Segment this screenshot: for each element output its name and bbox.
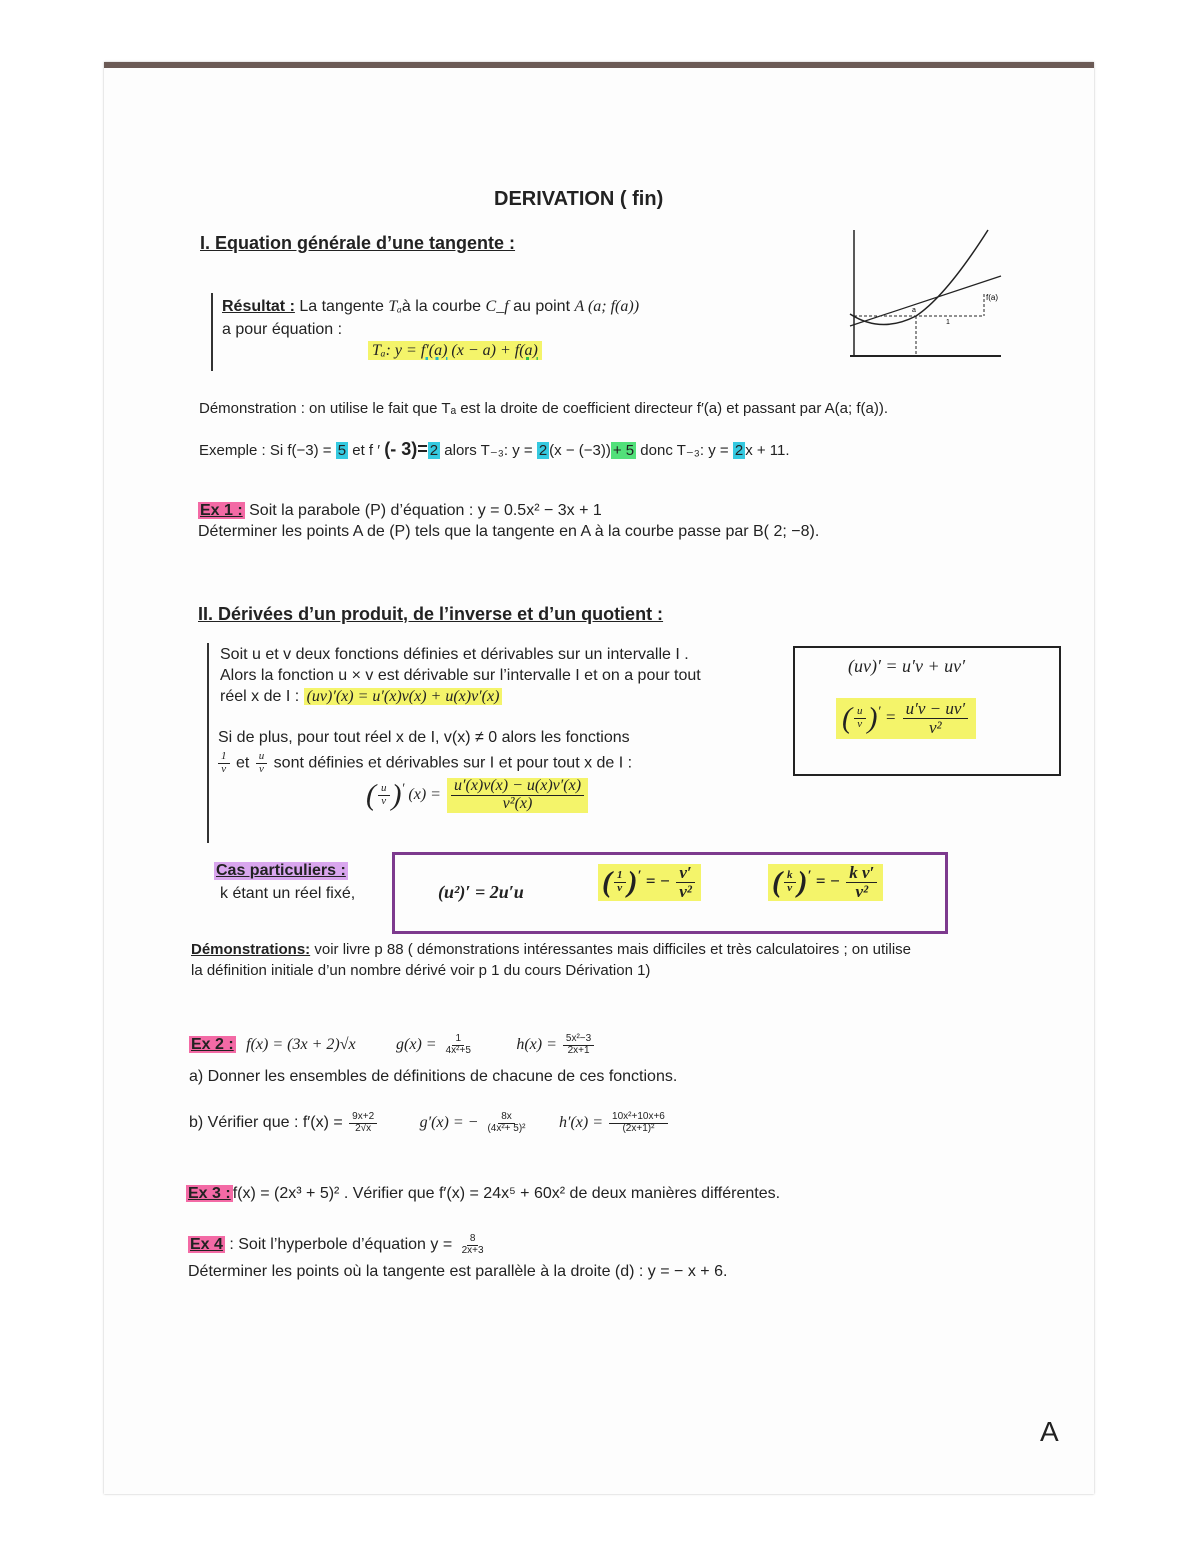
ex1-line-2: Déterminer les points A de (P) tels que la tangente en A à la courbe passe par B( 2; −8). xyxy=(198,523,820,540)
corner-mark: A xyxy=(1040,1416,1059,1447)
demonstrations-line-1: Démonstrations: voir livre p 88 ( démonstrations intéressantes mais difficiles et très calculatoires ; on utilise xyxy=(191,941,912,958)
section-1-heading: I. Equation générale d’une tangente : xyxy=(200,233,516,253)
demonstrations-line-2: la définition initiale d’un nombre dérivé voir p 1 du cours Dérivation 1) xyxy=(191,962,651,979)
ex1-line-1: Ex 1 : Soit la parabole (P) d’équation : y = 0.5x² − 3x + 1 xyxy=(200,502,602,519)
k-over-v-rule: ( $\frac{k}{v}$ )′ = − $\frac{\text{k v′}}{\text{v²}}$ xyxy=(768,864,883,901)
theorem-line-3: réel x de I : (uv)′(x) = u′(x)v(x) + u(x)v′(x) xyxy=(220,688,502,706)
theorem-bar xyxy=(207,643,209,843)
theorem-line-5: $\frac{1}{v}$ et $\frac{u}{v}$ sont définies et dérivables sur I et pour tout x de I : xyxy=(216,751,632,775)
section-2-heading: II. Dérivées d’un produit, de l’inverse et d’un quotient : xyxy=(198,604,664,624)
graph-a-label: a xyxy=(912,307,916,314)
quotient-rule-box: ( $\frac{u}{v}$ )′ = $\frac{u'v - uv'}{\text{v²}}$ xyxy=(836,698,976,739)
tangent-equation: Tₐ: y = f′(a) (x − a) + f(a) xyxy=(368,342,542,360)
ex3-line: Ex 3 : f(x) = (2x³ + 5)² . Vérifier que f′(x) = 24x⁵ + 60x² de deux manières différentes. xyxy=(188,1185,781,1202)
theorem-line-2: Alors la fonction u × v est dérivable sur l’intervalle I et on a pour tout xyxy=(220,667,701,684)
example-line: Exemple : Si f(−3) = 5 et f ′ (- 3)= 2 alors T₋₃: y = 2 (x − (−3)) + 5 donc T₋₃: y = 2 x + 11. xyxy=(199,439,790,459)
demonstration-line: Démonstration : on utilise le fait que Tₐ est la droite de coefficient directeur f′(a) et passant par A(a; f(a)). xyxy=(199,400,889,417)
product-rule: (uv)′ = u′v + uv′ xyxy=(848,656,966,676)
square-rule: (u²)′ = 2u′u xyxy=(438,882,524,902)
ex2-question-a: a) Donner les ensembles de définitions de chacune de ces fonctions. xyxy=(189,1068,678,1085)
quotient-formula: ( $\frac{u}{v}$ )′ (x) = $\frac{u'(x)v(x) - u(x)v'(x)}{\text{v²(x)}}$ xyxy=(366,778,590,813)
tangent-graph xyxy=(846,226,1006,366)
ex4-line-2: Déterminer les points où la tangente est parallèle à la droite (d) : y = − x + 6. xyxy=(188,1263,728,1280)
graph-fa-label: f(a) xyxy=(986,293,998,302)
result-line-1: Résultat : La tangente Tₐà la courbe C_f au point A (a; f(a)) xyxy=(222,298,640,315)
special-cases-line: k étant un réel fixé, xyxy=(220,885,356,902)
page-title: DERIVATION ( fin) xyxy=(494,188,664,210)
ex2-functions: Ex 2 : f(x) = (3x + 2)√x g(x) = $\frac{1}{\text{4x²+5}}$ h(x) = $\frac{\text{5x²−3}}{2x+1}$ xyxy=(189,1034,596,1056)
ex4-line-1: Ex 4 : Soit l’hyperbole d’équation y = $\frac{8}{2x+3}$ xyxy=(190,1233,484,1256)
result-line-2: a pour équation : xyxy=(222,321,343,338)
theorem-line-1: Soit u et v deux fonctions définies et dérivables sur un intervalle I . xyxy=(220,646,689,663)
ex2-question-b: b) Vérifier que : f′(x) = $\frac{9x+2}{2√x}$ g′(x) = − $\frac{8x}{\text{(4x²+ 5)²}}$ h′(x) = $\frac{\text{10x²+10x+6}}{\text{(2x+1)²}}$ xyxy=(189,1112,670,1134)
special-cases-label: Cas particuliers : xyxy=(216,862,346,879)
result-bar xyxy=(211,293,213,371)
inverse-rule: ( $\frac{1}{v}$ )′ = − $\frac{v'}{\text{v²}}$ xyxy=(598,864,701,901)
theorem-line-4: Si de plus, pour tout réel x de I, v(x) ≠ 0 alors les fonctions xyxy=(218,729,630,746)
graph-one-label: 1 xyxy=(946,319,950,326)
